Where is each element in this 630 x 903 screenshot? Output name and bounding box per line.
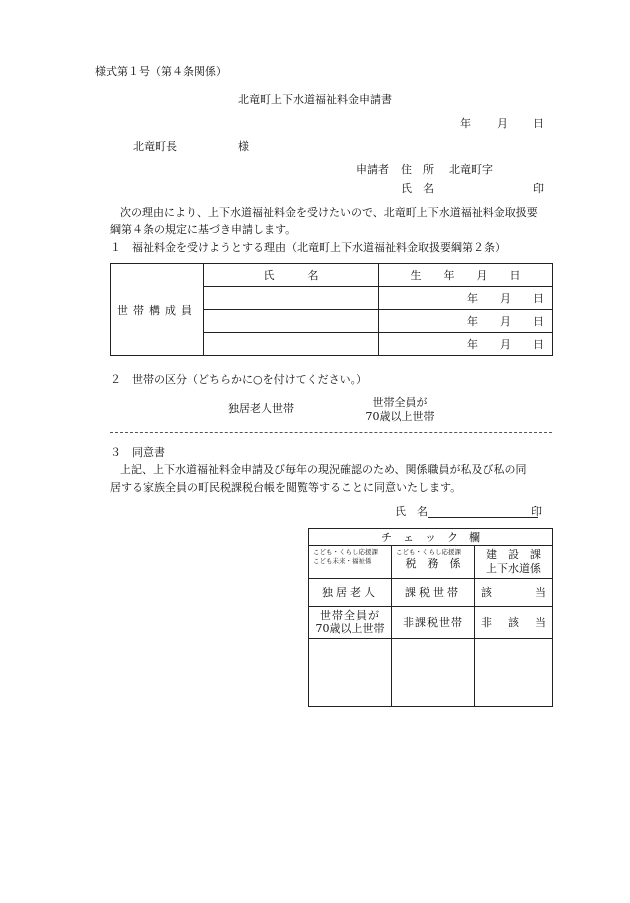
col-birthdate-header: 生 年 月 日 xyxy=(379,264,553,287)
dept-tax-cell: こども・くらし応援課 税 務 係 xyxy=(392,546,475,579)
address-label: 住 所 xyxy=(401,163,434,176)
member-birthdate-cell[interactable]: 年 月 日 xyxy=(379,310,553,333)
intro-line-2: 綱第４条の規定に基づき申請します。 xyxy=(110,223,297,236)
member-name-cell[interactable] xyxy=(204,287,379,310)
addressee-honorific: 様 xyxy=(238,140,249,153)
consent-line-1: 上記、上下水道福祉料金申請及び毎年の現況確認のため、関係職員が私及び私の同 xyxy=(120,463,527,476)
consent-name-line[interactable] xyxy=(428,517,538,518)
section2-heading: ２ 世帯の区分（どちらかに○を付けてください。） xyxy=(110,373,368,386)
name-label: 氏 名 xyxy=(401,182,434,195)
dept-welfare-cell: こども・くらし応援課 こども未来・福祉係 xyxy=(309,546,392,579)
consent-line-2: 居する家族全員の町民税課税台帳を閲覧等することに同意いたします。 xyxy=(110,481,462,494)
intro-line-1: 次の理由により、上下水道福祉料金を受けたいので、北竜町上下水道福祉料金取扱要 xyxy=(120,206,538,219)
check-applicable[interactable]: 該 当 xyxy=(475,578,553,606)
dept-construction-cell: 建 設 課 上下水道係 xyxy=(475,546,553,579)
member-birthdate-cell[interactable]: 年 月 日 xyxy=(379,333,553,356)
form-number: 様式第１号（第４条関係） xyxy=(95,65,227,78)
stamp-cell-tax[interactable] xyxy=(392,638,475,706)
section1-heading: １ 福祉料金を受けようとする理由（北竜町上下水道福祉料金取扱要綱第２条） xyxy=(110,241,506,254)
stamp-cell-construction[interactable] xyxy=(475,638,553,706)
stamp-cell-welfare[interactable] xyxy=(309,638,392,706)
col-name-header: 氏 名 xyxy=(204,264,379,287)
divider xyxy=(110,432,552,433)
check-not-applicable[interactable]: 非 該 当 xyxy=(475,606,553,638)
check-taxable[interactable]: 課税世帯 xyxy=(392,578,475,606)
applicant-seal: 印 xyxy=(533,182,544,195)
check-table xyxy=(308,528,553,707)
date-year: 年 xyxy=(460,117,471,130)
date-day: 日 xyxy=(533,117,544,130)
member-birthdate-cell[interactable]: 年 月 日 xyxy=(379,287,553,310)
option-all-over-70-line1[interactable]: 世帯全員が xyxy=(372,396,428,409)
section3-heading: ３ 同意書 xyxy=(110,446,165,459)
check-non-taxable[interactable]: 非課税世帯 xyxy=(392,606,475,638)
member-name-cell[interactable] xyxy=(204,333,379,356)
household-members-table xyxy=(110,263,553,356)
addressee-name: 北竜町長 xyxy=(133,140,177,153)
page-title: 北竜町上下水道福祉料金申請書 xyxy=(238,93,392,106)
household-members-header: 世帯構成員 xyxy=(111,264,204,356)
consent-seal: 印 xyxy=(531,505,542,518)
member-name-cell[interactable] xyxy=(204,310,379,333)
check-solo-elderly[interactable]: 独居老人 xyxy=(309,578,392,606)
option-solo-elderly[interactable]: 独居老人世帯 xyxy=(228,402,294,415)
consent-name-label: 氏 名 xyxy=(395,505,428,518)
applicant-label: 申請者 xyxy=(356,163,389,176)
address-value: 北竜町字 xyxy=(449,163,493,176)
check-all-over-70[interactable]: 世帯全員が 70歳以上世帯 xyxy=(309,606,392,638)
date-month: 月 xyxy=(497,117,508,130)
option-all-over-70-line2[interactable]: 70歳以上世帯 xyxy=(365,410,435,423)
check-table-header: チ ェ ッ ク 欄 xyxy=(309,529,553,546)
